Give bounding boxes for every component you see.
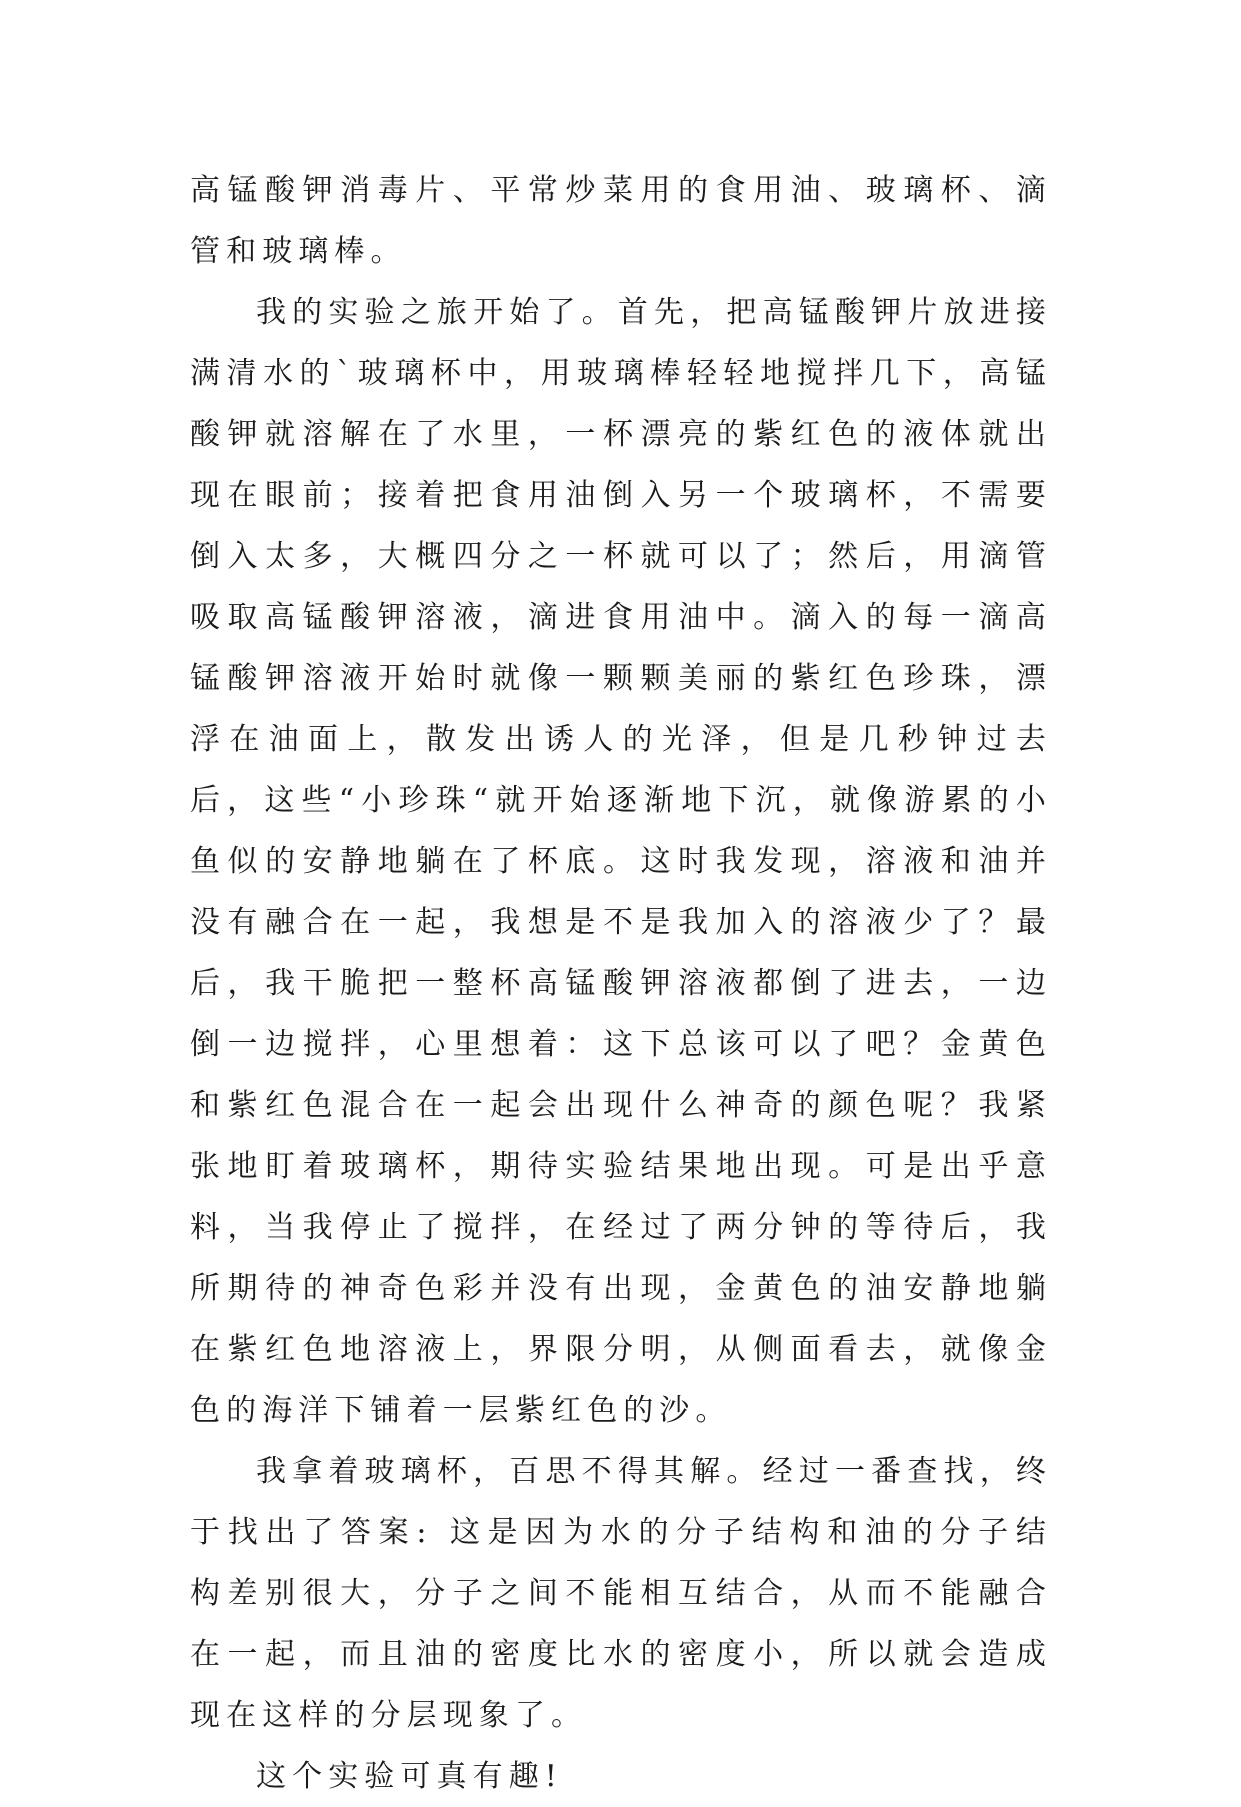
paragraph-conclusion: 这个实验可真有趣! xyxy=(256,1759,563,1794)
paragraph-materials: 高锰酸钾消毒片、平常炒菜用的食用油、玻璃杯、滴管和玻璃棒。 xyxy=(190,173,1052,269)
document-body xyxy=(190,160,1052,1807)
paragraph-experiment-process: 我的实验之旅开始了。首先，把高锰酸钾片放进接满清水的`玻璃杯中，用玻璃棒轻轻地搅拌几下，高锰酸钾就溶解在了水里，一杯漂亮的紫红色的液体就出现在眼前；接着把食用油倒入另一个玻璃杯，不需要倒入太多，大概四分之一杯就可以了；然后，用滴管吸取高锰酸钾溶液，滴进食用油中。滴入的每一滴高锰酸钾溶液开始时就像一颗颗美丽的紫红色珍珠，漂浮在油面上，散发出诱人的光泽，但是几秒钟过去后，这些“小珍珠“就开始逐渐地下沉，就像游累的小鱼似的安静地躺在了杯底。这时我发现，溶液和油并没有融合在一起，我想是不是我加入的溶液少了？最后，我干脆把一整杯高锰酸钾溶液都倒了进去，一边倒一边搅拌，心里想着：这下总该可以了吧？金黄色和紫红色混合在一起会出现什么神奇的颜色呢？我紧张地盯着玻璃杯，期待实验结果地出现。可是出乎意料，当我停止了搅拌，在经过了两分钟的等待后，我所期待的神奇色彩并没有出现，金黄色的油安静地躺在紫红色地溶液上，界限分明，从侧面看去，就像金色的海洋下铺着一层紫红色的沙。 xyxy=(190,295,1052,1428)
paragraph-explanation: 我拿着玻璃杯，百思不得其解。经过一番查找，终于找出了答案: 这是因为水的分子结构和油的分子结构差别很大，分子之间不能相互结合，从而不能融合在一起，而且油的密度比水的密度小，所以就会造成现在这样的分层现象了。 xyxy=(190,1454,1052,1733)
